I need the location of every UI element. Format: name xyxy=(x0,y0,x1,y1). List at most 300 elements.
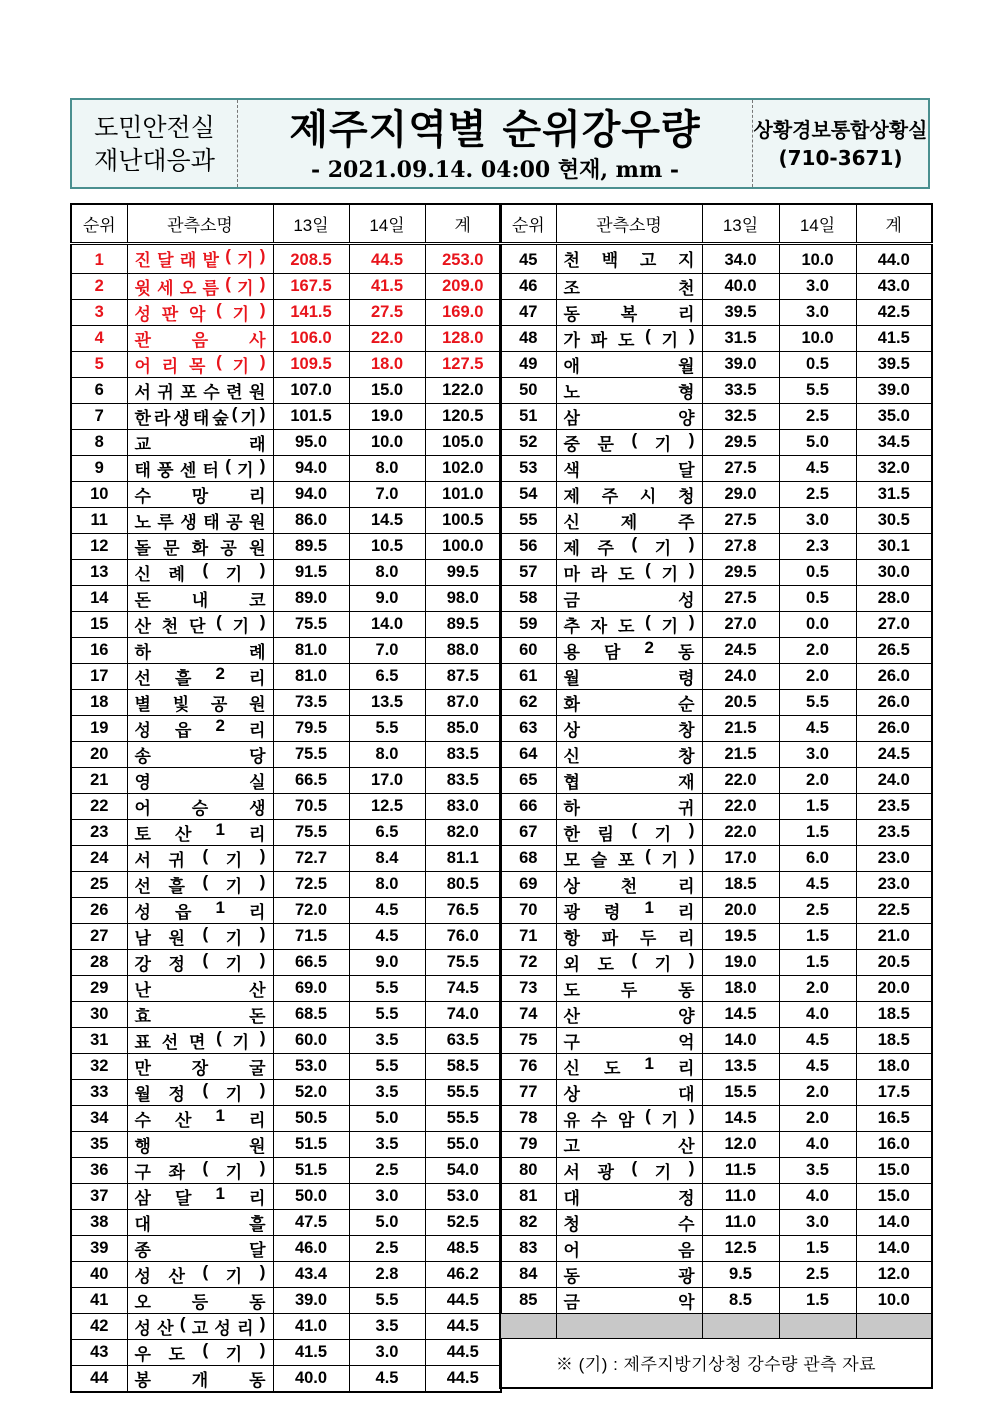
col-station-header: 관측소명 xyxy=(127,204,273,244)
day14-value: 5.5 xyxy=(779,689,856,715)
day13-value: 22.0 xyxy=(702,767,779,793)
station-name: 고 산 xyxy=(563,1136,695,1156)
rank-cell: 74 xyxy=(500,1001,556,1027)
station-name: 신 창 xyxy=(563,746,695,766)
total-value: 76.0 xyxy=(425,923,501,949)
total-value: 27.0 xyxy=(856,611,932,637)
rank-cell: 45 xyxy=(500,244,556,274)
day14-value: 3.0 xyxy=(779,1209,856,1235)
station-name-cell xyxy=(127,1079,273,1105)
station-name-cell xyxy=(127,403,273,429)
day14-value: 3.0 xyxy=(349,1339,425,1365)
report-header xyxy=(70,98,930,189)
day13-value: 107.0 xyxy=(273,377,349,403)
rank-cell: 77 xyxy=(500,1079,556,1105)
day14-value: 2.0 xyxy=(779,663,856,689)
total-value: 28.0 xyxy=(856,585,932,611)
total-value: 17.5 xyxy=(856,1079,932,1105)
total-value: 88.0 xyxy=(425,637,501,663)
day14-value: 3.0 xyxy=(779,299,856,325)
day13-value: 17.0 xyxy=(702,845,779,871)
table-row xyxy=(500,819,932,845)
station-name: 별 빛 공 원 xyxy=(134,694,266,714)
station-name: 만 장 굴 xyxy=(134,1058,266,1078)
day14-value: 2.0 xyxy=(779,975,856,1001)
day13-value: 73.5 xyxy=(273,689,349,715)
table-row xyxy=(71,949,501,975)
title-block xyxy=(238,100,752,187)
total-value: 122.0 xyxy=(425,377,501,403)
day14-value: 6.5 xyxy=(349,663,425,689)
total-value: 46.2 xyxy=(425,1261,501,1287)
day13-value: 14.0 xyxy=(702,1027,779,1053)
station-name-cell xyxy=(127,611,273,637)
day13-value: 39.5 xyxy=(702,299,779,325)
rank-cell: 2 xyxy=(71,273,127,299)
table-row xyxy=(71,533,501,559)
table-row xyxy=(71,1157,501,1183)
rank-cell: 21 xyxy=(71,767,127,793)
station-name-cell xyxy=(127,741,273,767)
station-name: 동 광 xyxy=(563,1266,695,1286)
table-row xyxy=(500,1235,932,1261)
station-name: 한 라 생 태 숲 ( 기 ) xyxy=(134,403,266,428)
table-row xyxy=(71,1053,501,1079)
total-value: 54.0 xyxy=(425,1157,501,1183)
station-name: 선 흘 ( 기 ) xyxy=(134,871,266,896)
col-day14-header: 14일 xyxy=(779,204,856,244)
station-name: 산 양 xyxy=(563,1006,695,1026)
station-name-cell xyxy=(556,1209,702,1235)
rank-cell: 55 xyxy=(500,507,556,533)
contact-office: 상황경보통합상황실 xyxy=(753,117,928,142)
empty-row xyxy=(500,1313,932,1338)
table-row xyxy=(71,611,501,637)
table-header-row xyxy=(500,204,932,244)
station-name: 금 성 xyxy=(563,590,695,610)
col-station-header: 관측소명 xyxy=(556,204,702,244)
day13-value: 34.0 xyxy=(702,244,779,274)
day13-value: 14.5 xyxy=(702,1001,779,1027)
station-name: 노 형 xyxy=(563,382,695,402)
station-name-cell xyxy=(556,481,702,507)
rank-cell: 71 xyxy=(500,923,556,949)
total-value: 30.1 xyxy=(856,533,932,559)
rank-cell: 85 xyxy=(500,1287,556,1313)
station-name: 하 례 xyxy=(134,642,266,662)
total-value: 44.0 xyxy=(856,244,932,274)
station-name: 상 창 xyxy=(563,720,695,740)
day14-value: 2.0 xyxy=(779,1079,856,1105)
station-name-cell xyxy=(127,871,273,897)
rank-cell: 34 xyxy=(71,1105,127,1131)
total-value: 85.0 xyxy=(425,715,501,741)
table-row xyxy=(500,585,932,611)
day14-value: 5.0 xyxy=(349,1209,425,1235)
rank-cell: 1 xyxy=(71,244,127,274)
total-value: 48.5 xyxy=(425,1235,501,1261)
station-name: 상 대 xyxy=(563,1084,695,1104)
table-row xyxy=(71,455,501,481)
total-value: 74.0 xyxy=(425,1001,501,1027)
station-name: 봉 개 동 xyxy=(134,1370,266,1390)
day13-value: 94.0 xyxy=(273,481,349,507)
rank-cell: 9 xyxy=(71,455,127,481)
station-name-cell xyxy=(556,897,702,923)
day14-value: 0.5 xyxy=(779,351,856,377)
day13-value: 208.5 xyxy=(273,244,349,274)
station-name: 토 산 1 리 xyxy=(134,819,266,844)
total-value: 10.0 xyxy=(856,1287,932,1313)
station-name: 효 돈 xyxy=(134,1006,266,1026)
table-row xyxy=(71,1235,501,1261)
day14-value: 4.5 xyxy=(779,455,856,481)
table-row xyxy=(500,1287,932,1313)
rank-cell: 8 xyxy=(71,429,127,455)
day14-value: 1.5 xyxy=(779,949,856,975)
rank-cell: 36 xyxy=(71,1157,127,1183)
day13-value: 50.0 xyxy=(273,1183,349,1209)
station-name: 돌 문 화 공 원 xyxy=(134,538,266,558)
station-name-cell xyxy=(127,1235,273,1261)
rank-cell: 5 xyxy=(71,351,127,377)
station-name: 구 억 xyxy=(563,1032,695,1052)
station-name-cell xyxy=(127,481,273,507)
table-row xyxy=(500,1209,932,1235)
rank-cell: 82 xyxy=(500,1209,556,1235)
table-row xyxy=(500,715,932,741)
station-name: 모 슬 포 ( 기 ) xyxy=(563,845,695,870)
station-name: 수 산 1 리 xyxy=(134,1105,266,1130)
station-name-cell xyxy=(127,1287,273,1313)
station-name: 송 당 xyxy=(134,746,266,766)
rank-cell: 49 xyxy=(500,351,556,377)
station-name: 난 산 xyxy=(134,980,266,1000)
table-row xyxy=(71,481,501,507)
day13-value: 79.5 xyxy=(273,715,349,741)
table-row xyxy=(500,741,932,767)
day13-value: 40.0 xyxy=(273,1365,349,1392)
station-name-cell xyxy=(127,897,273,923)
day13-value: 11.5 xyxy=(702,1157,779,1183)
col-day14-header: 14일 xyxy=(349,204,425,244)
day14-value: 4.0 xyxy=(779,1183,856,1209)
table-row xyxy=(500,923,932,949)
day13-value: 75.5 xyxy=(273,611,349,637)
table-row xyxy=(500,949,932,975)
table-row xyxy=(71,741,501,767)
table-row xyxy=(71,1313,501,1339)
station-name: 노 루 생 태 공 원 xyxy=(134,512,266,532)
day13-value: 12.0 xyxy=(702,1131,779,1157)
total-value: 55.5 xyxy=(425,1079,501,1105)
station-name-cell xyxy=(556,533,702,559)
station-name-cell xyxy=(127,1053,273,1079)
station-name: 남 원 ( 기 ) xyxy=(134,923,266,948)
total-value: 55.0 xyxy=(425,1131,501,1157)
total-value: 83.0 xyxy=(425,793,501,819)
station-name-cell xyxy=(556,871,702,897)
rank-cell: 69 xyxy=(500,871,556,897)
station-name: 월 령 xyxy=(563,668,695,688)
table-row xyxy=(71,244,501,274)
total-value: 53.0 xyxy=(425,1183,501,1209)
day13-value: 19.0 xyxy=(702,949,779,975)
day14-value: 5.5 xyxy=(349,975,425,1001)
table-row xyxy=(500,637,932,663)
day14-value: 27.5 xyxy=(349,299,425,325)
rank-cell: 64 xyxy=(500,741,556,767)
col-day13-header: 13일 xyxy=(702,204,779,244)
total-value: 16.0 xyxy=(856,1131,932,1157)
rank-cell: 83 xyxy=(500,1235,556,1261)
day13-value: 32.5 xyxy=(702,403,779,429)
day14-value: 3.5 xyxy=(349,1131,425,1157)
day13-value: 53.0 xyxy=(273,1053,349,1079)
station-name-cell xyxy=(556,244,702,274)
station-name-cell xyxy=(127,1261,273,1287)
rank-cell: 81 xyxy=(500,1183,556,1209)
day14-value: 12.5 xyxy=(349,793,425,819)
table-row xyxy=(71,1339,501,1365)
station-name: 성 산 ( 고 성 리 ) xyxy=(134,1313,266,1338)
day13-value: 29.5 xyxy=(702,429,779,455)
day13-value: 141.5 xyxy=(273,299,349,325)
table-row xyxy=(500,377,932,403)
station-name: 용 담 2 동 xyxy=(563,637,695,662)
rank-cell: 33 xyxy=(71,1079,127,1105)
total-value: 209.0 xyxy=(425,273,501,299)
table-row xyxy=(71,585,501,611)
day14-value: 3.0 xyxy=(779,507,856,533)
station-name-cell xyxy=(127,1209,273,1235)
station-name: 구 좌 ( 기 ) xyxy=(134,1157,266,1182)
total-value: 58.5 xyxy=(425,1053,501,1079)
station-name-cell xyxy=(556,403,702,429)
day14-value: 3.0 xyxy=(779,273,856,299)
table-row xyxy=(71,325,501,351)
total-value: 99.5 xyxy=(425,559,501,585)
station-name-cell xyxy=(127,533,273,559)
day13-value: 18.0 xyxy=(702,975,779,1001)
total-value: 26.5 xyxy=(856,637,932,663)
station-name: 신 제 주 xyxy=(563,512,695,532)
rank-cell: 46 xyxy=(500,273,556,299)
day13-value: 22.0 xyxy=(702,793,779,819)
day14-value: 2.3 xyxy=(779,533,856,559)
day14-value: 5.5 xyxy=(779,377,856,403)
rank-cell: 56 xyxy=(500,533,556,559)
total-value: 41.5 xyxy=(856,325,932,351)
day13-value: 27.5 xyxy=(702,455,779,481)
table-row xyxy=(71,897,501,923)
rank-cell: 29 xyxy=(71,975,127,1001)
col-rank-header: 순위 xyxy=(71,204,127,244)
day14-value: 2.8 xyxy=(349,1261,425,1287)
total-value: 80.5 xyxy=(425,871,501,897)
total-value: 82.0 xyxy=(425,819,501,845)
station-name-cell xyxy=(556,1157,702,1183)
total-value: 15.0 xyxy=(856,1183,932,1209)
total-value: 128.0 xyxy=(425,325,501,351)
rank-cell: 57 xyxy=(500,559,556,585)
total-value: 87.5 xyxy=(425,663,501,689)
station-name-cell xyxy=(127,351,273,377)
rank-cell: 12 xyxy=(71,533,127,559)
day13-value: 27.5 xyxy=(702,585,779,611)
total-value: 52.5 xyxy=(425,1209,501,1235)
total-value: 81.1 xyxy=(425,845,501,871)
table-row xyxy=(71,1261,501,1287)
day13-value: 89.5 xyxy=(273,533,349,559)
station-name-cell xyxy=(556,377,702,403)
day14-value: 0.0 xyxy=(779,611,856,637)
station-name: 성 읍 1 리 xyxy=(134,897,266,922)
station-name-cell xyxy=(127,377,273,403)
table-row xyxy=(500,845,932,871)
station-name-cell xyxy=(127,455,273,481)
day13-value: 27.5 xyxy=(702,507,779,533)
station-name-cell xyxy=(127,559,273,585)
total-value: 30.5 xyxy=(856,507,932,533)
station-name: 성 산 ( 기 ) xyxy=(134,1261,266,1286)
table-row xyxy=(500,429,932,455)
station-name-cell xyxy=(556,975,702,1001)
station-name-cell xyxy=(556,1001,702,1027)
footnote-row xyxy=(500,1338,932,1388)
day13-value: 21.5 xyxy=(702,715,779,741)
station-name-cell xyxy=(556,585,702,611)
table-row xyxy=(71,1365,501,1392)
station-name-cell xyxy=(556,715,702,741)
total-value: 44.5 xyxy=(425,1313,501,1339)
rank-cell: 47 xyxy=(500,299,556,325)
day14-value: 15.0 xyxy=(349,377,425,403)
table-row xyxy=(71,689,501,715)
total-value: 100.0 xyxy=(425,533,501,559)
day13-value: 39.0 xyxy=(273,1287,349,1313)
col-total-header: 계 xyxy=(425,204,501,244)
table-row xyxy=(71,429,501,455)
rank-cell: 28 xyxy=(71,949,127,975)
footnote: ※ (기) : 제주지방기상청 강수량 관측 자료 xyxy=(500,1338,932,1388)
day13-value: 24.0 xyxy=(702,663,779,689)
day13-value: 47.5 xyxy=(273,1209,349,1235)
rank-cell: 67 xyxy=(500,819,556,845)
day14-value: 14.0 xyxy=(349,611,425,637)
station-name-cell xyxy=(127,585,273,611)
total-value: 23.0 xyxy=(856,871,932,897)
total-value: 22.5 xyxy=(856,897,932,923)
rank-cell: 58 xyxy=(500,585,556,611)
rank-cell: 11 xyxy=(71,507,127,533)
rank-cell: 25 xyxy=(71,871,127,897)
rank-cell: 42 xyxy=(71,1313,127,1339)
table-row xyxy=(71,715,501,741)
day14-value: 5.5 xyxy=(349,1287,425,1313)
day14-value: 8.4 xyxy=(349,845,425,871)
rainfall-table-right xyxy=(499,203,933,1389)
total-value: 76.5 xyxy=(425,897,501,923)
day14-value: 44.5 xyxy=(349,244,425,274)
station-name-cell xyxy=(556,1027,702,1053)
total-value: 253.0 xyxy=(425,244,501,274)
table-row xyxy=(71,273,501,299)
total-value: 98.0 xyxy=(425,585,501,611)
day13-value: 71.5 xyxy=(273,923,349,949)
station-name-cell xyxy=(127,1105,273,1131)
day14-value: 9.0 xyxy=(349,585,425,611)
station-name: 제 주 시 청 xyxy=(563,486,695,506)
station-name: 어 리 목 ( 기 ) xyxy=(134,351,266,376)
station-name-cell xyxy=(127,1313,273,1339)
day13-value: 94.0 xyxy=(273,455,349,481)
day14-value: 8.0 xyxy=(349,741,425,767)
day14-value: 4.5 xyxy=(779,871,856,897)
total-value: 23.5 xyxy=(856,819,932,845)
station-name: 태 풍 센 터 ( 기 ) xyxy=(134,455,266,480)
rank-cell: 13 xyxy=(71,559,127,585)
station-name: 강 정 ( 기 ) xyxy=(134,949,266,974)
day14-value: 1.5 xyxy=(779,923,856,949)
station-name: 선 흘 2 리 xyxy=(134,663,266,688)
station-name-cell xyxy=(556,455,702,481)
total-value: 23.0 xyxy=(856,845,932,871)
station-name-cell xyxy=(127,1339,273,1365)
total-value: 120.5 xyxy=(425,403,501,429)
day13-value: 40.0 xyxy=(702,273,779,299)
day14-value: 1.5 xyxy=(779,1287,856,1313)
station-name-cell xyxy=(556,1079,702,1105)
rank-cell: 44 xyxy=(71,1365,127,1392)
total-value: 24.0 xyxy=(856,767,932,793)
table-row xyxy=(71,819,501,845)
station-name: 서 귀 ( 기 ) xyxy=(134,845,266,870)
total-value: 35.0 xyxy=(856,403,932,429)
day13-value: 39.0 xyxy=(702,351,779,377)
day13-value: 66.5 xyxy=(273,767,349,793)
total-value: 42.5 xyxy=(856,299,932,325)
total-value: 26.0 xyxy=(856,689,932,715)
rank-cell: 6 xyxy=(71,377,127,403)
station-name: 대 정 xyxy=(563,1188,695,1208)
station-name-cell xyxy=(556,689,702,715)
station-name-cell xyxy=(127,1183,273,1209)
rank-cell: 63 xyxy=(500,715,556,741)
station-name-cell xyxy=(127,689,273,715)
day14-value: 5.5 xyxy=(349,715,425,741)
total-value: 44.5 xyxy=(425,1339,501,1365)
rank-cell: 68 xyxy=(500,845,556,871)
day14-value: 4.5 xyxy=(779,1053,856,1079)
station-name: 오 등 동 xyxy=(134,1292,266,1312)
rank-cell: 73 xyxy=(500,975,556,1001)
rank-cell: 79 xyxy=(500,1131,556,1157)
day13-value: 46.0 xyxy=(273,1235,349,1261)
day14-value: 3.0 xyxy=(349,1183,425,1209)
total-value: 24.5 xyxy=(856,741,932,767)
station-name-cell xyxy=(556,923,702,949)
table-row xyxy=(500,299,932,325)
station-name: 신 례 ( 기 ) xyxy=(134,559,266,584)
total-value: 21.0 xyxy=(856,923,932,949)
rank-cell: 30 xyxy=(71,1001,127,1027)
table-row xyxy=(500,481,932,507)
rank-cell: 18 xyxy=(71,689,127,715)
table-row xyxy=(71,299,501,325)
contact-phone: (710-3671) xyxy=(778,145,903,170)
day14-value: 17.0 xyxy=(349,767,425,793)
